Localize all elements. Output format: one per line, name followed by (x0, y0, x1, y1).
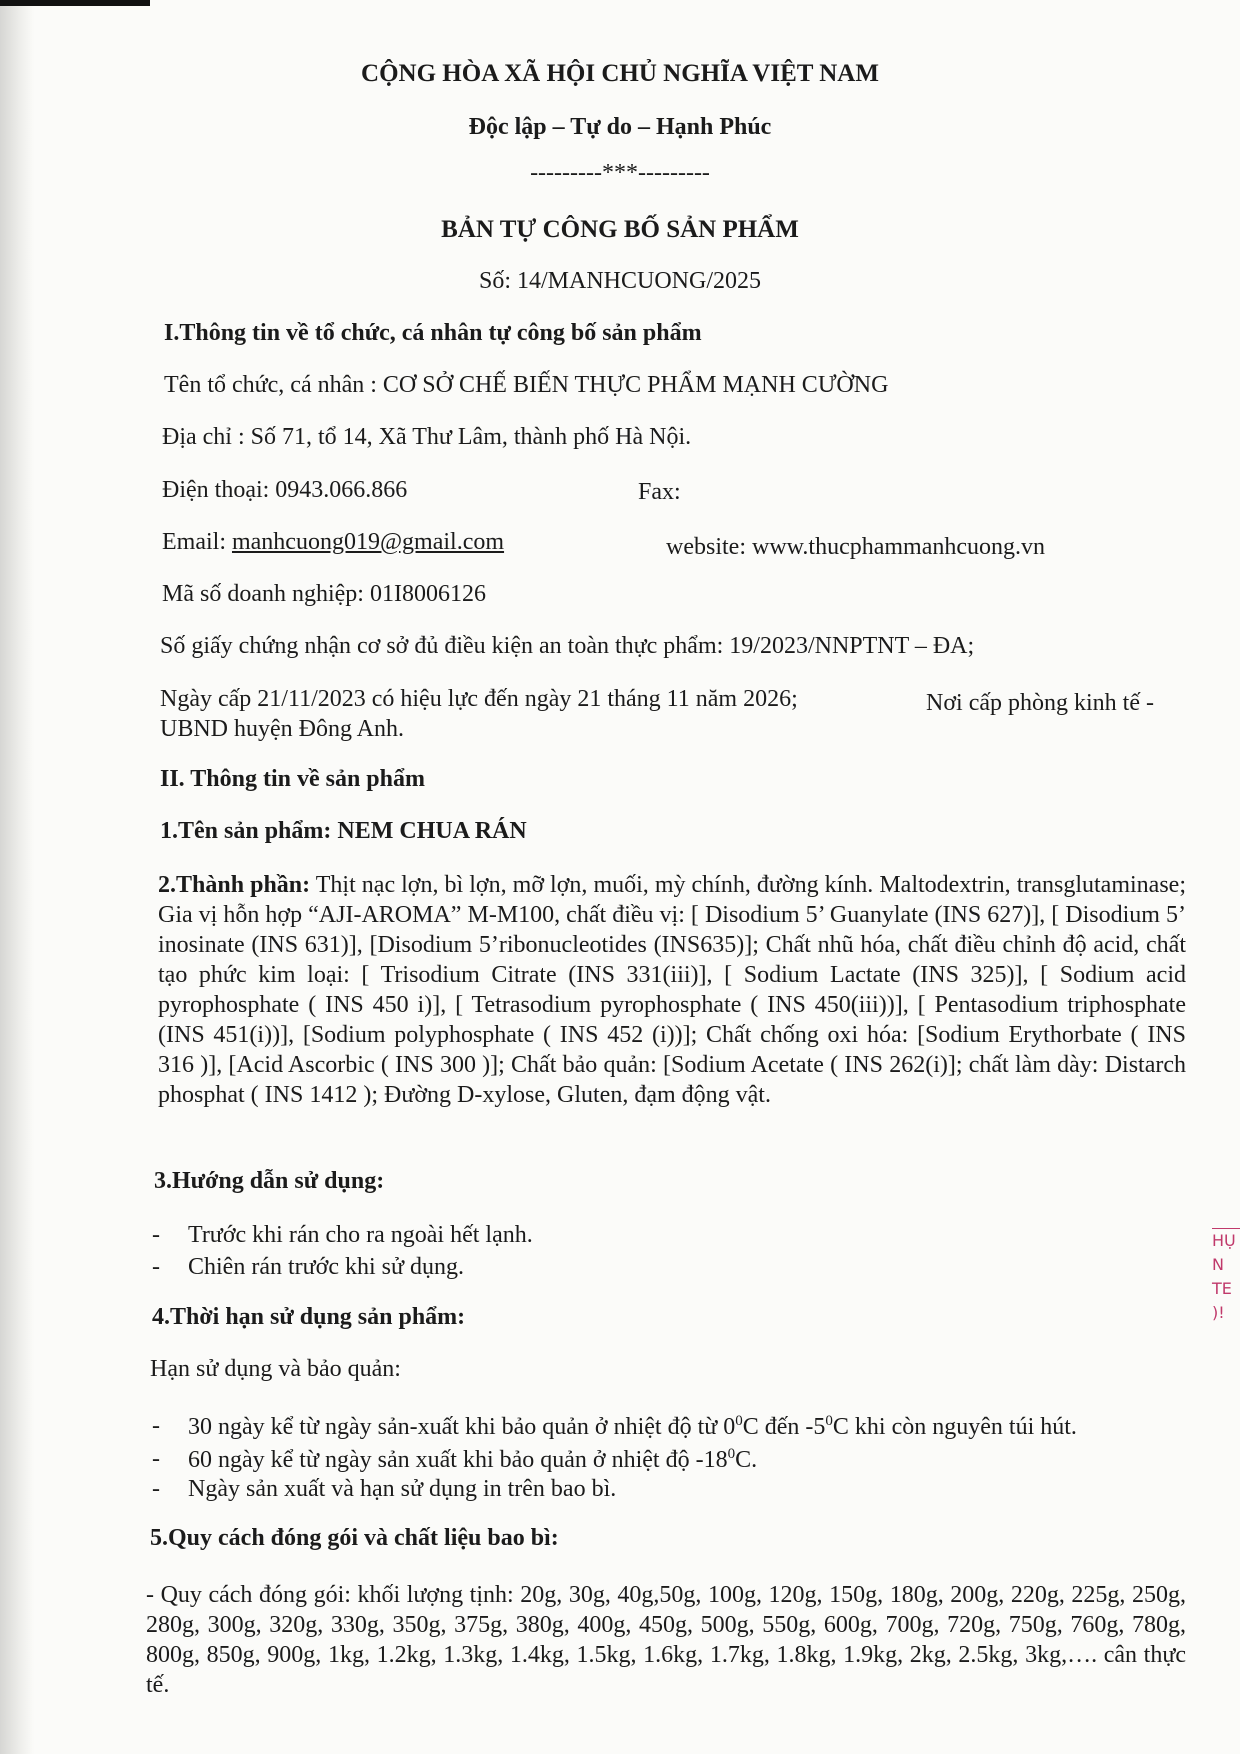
section2-heading: II. Thông tin về sản phẩm (160, 766, 425, 792)
issue-place: Nơi cấp phòng kinh tế - (926, 690, 1154, 716)
usage-item-text: Trước khi rán cho ra ngoài hết lạnh. (188, 1222, 533, 1248)
scan-shadow (0, 0, 34, 1754)
product-name: NEM CHUA RÁN (337, 818, 527, 844)
document-number: Số: 14/MANHCUONG/2025 (478, 268, 762, 294)
ingredients-paragraph (158, 870, 1186, 1110)
org-address: Địa chỉ : Số 71, tổ 14, Xã Thư Lâm, thành phố Hà Nội. (162, 424, 692, 450)
website[interactable]: website: www.thucphammanhcuong.vn (666, 534, 1046, 560)
food-safety-certificate: Số giấy chứng nhận cơ sở đủ điều kiện an toàn thực phẩm: 19/2023/NNPTNT – ĐA; (160, 633, 975, 659)
ingredients-text: Thịt nạc lợn, bì lợn, mỡ lợn, muối, mỳ chính, đường kính. Maltodextrin, transglutaminase; Gia vị hỗn hợp “AJI-AROMA” M-M100, chất điều vị: [ Disodium 5’ Guanylate (INS 627)], [ Disodium 5’ inosinate (INS 631)], [Disodium 5’ribonucleotides (INS635)]; Chất nhũ hóa, chất điều chỉnh độ acid, chất tạo phức kim loại: [ Trisodium Citrate (INS 331(iii)], [ Sodium Lactate (INS 325)], [ Sodium acid pyrophosphate ( INS 450 i)], [ Tetrasodium pyrophosphate ( INS 450(iii))], [ Pentasodium triphosphate (INS 451(i))], [Sodium polyphosphate ( INS 452 (i))]; Chất chống oxi hóa: [Sodium Erythorbate ( INS 316 )], [Acid Ascorbic ( INS 300 )]; Chất bảo quản: [Sodium Acetate ( INS 262(i)]; chất làm dày: Distarch phosphat ( INS 1412 ); Đường D-xylose, Gluten, đạm động vật. (158, 872, 1186, 1108)
issue-authority: UBND huyện Đông Anh. (160, 716, 404, 742)
org-name: Tên tổ chức, cá nhân : CƠ SỞ CHẾ BIẾN THỰC PHẨM MẠNH CƯỜNG (164, 372, 889, 398)
scan-corner-mark (0, 0, 150, 6)
section1-heading: I.Thông tin về tổ chức, cá nhân tự công bố sản phẩm (164, 320, 702, 346)
shelf-life-item-text: 30 ngày kể từ ngày sản-xuất khi bảo quản ở nhiệt độ từ $0^0C$ đến $-5^0C$ khi còn nguyên túi hút. (188, 1413, 1077, 1440)
document-title: BẢN TỰ CÔNG BỐ SẢN PHẨM (441, 216, 799, 243)
shelf-life-item-text: Ngày sản xuất và hạn sử dụng in trên bao bì. (188, 1476, 617, 1502)
motto: Độc lập – Tự do – Hạnh Phúc (468, 114, 772, 140)
shelf-life-item-text: 60 ngày kể từ ngày sản xuất khi bảo quản ở nhiệt độ $-18^0C$. (188, 1446, 758, 1473)
product-name-label: 1.Tên sản phẩm: (160, 818, 332, 844)
email-link[interactable]: manhcuong019@gmail.com (231, 529, 505, 555)
org-fax: Fax: (638, 479, 681, 505)
tax-code: Mã số doanh nghiệp: 01I8006126 (162, 581, 486, 607)
nation-heading: CỘNG HÒA XÃ HỘI CHỦ NGHĨA VIỆT NAM (361, 60, 879, 87)
product-name-line (160, 818, 527, 845)
email-line (162, 529, 504, 556)
usage-heading: 3.Hướng dẫn sử dụng: (154, 1168, 385, 1194)
packing-heading: 5.Quy cách đóng gói và chất liệu bao bì: (150, 1525, 559, 1551)
ingredients-label: 2.Thành phần: (158, 872, 311, 898)
seal-stamp-fragment: HỤ N TE )! (1212, 1228, 1240, 1369)
shelf-life-heading: 4.Thời hạn sử dụng sản phẩm: (152, 1304, 466, 1330)
usage-item-text: Chiên rán trước khi sử dụng. (188, 1254, 464, 1280)
issue-date: Ngày cấp 21/11/2023 có hiệu lực đến ngày 21 tháng 11 năm 2026; (160, 686, 798, 712)
email-label: Email: (162, 529, 226, 555)
packing-paragraph: - Quy cách đóng gói: khối lượng tịnh: 20g, 30g, 40g,50g, 100g, 120g, 150g, 180g, 200g, 220g, 225g, 250g, 280g, 300g, 320g, 330g, 350g, 375g, 380g, 400g, 450g, 500g, 550g, 600g, 700g, 720g, 750g, 760g, 780g, 800g, 850g, 900g, 1kg, 1.2kg, 1.3kg, 1.4kg, 1.5kg, 1.6kg, 1.7kg, 1.8kg, 1.9kg, 2kg, 2.5kg, 3kg,…. cân thực tế. (146, 1582, 1186, 1698)
shelf-life-intro: Hạn sử dụng và bảo quản: (150, 1356, 401, 1382)
separator: ---------***--------- (530, 160, 710, 186)
org-phone: Điện thoại: 0943.066.866 (162, 477, 408, 503)
